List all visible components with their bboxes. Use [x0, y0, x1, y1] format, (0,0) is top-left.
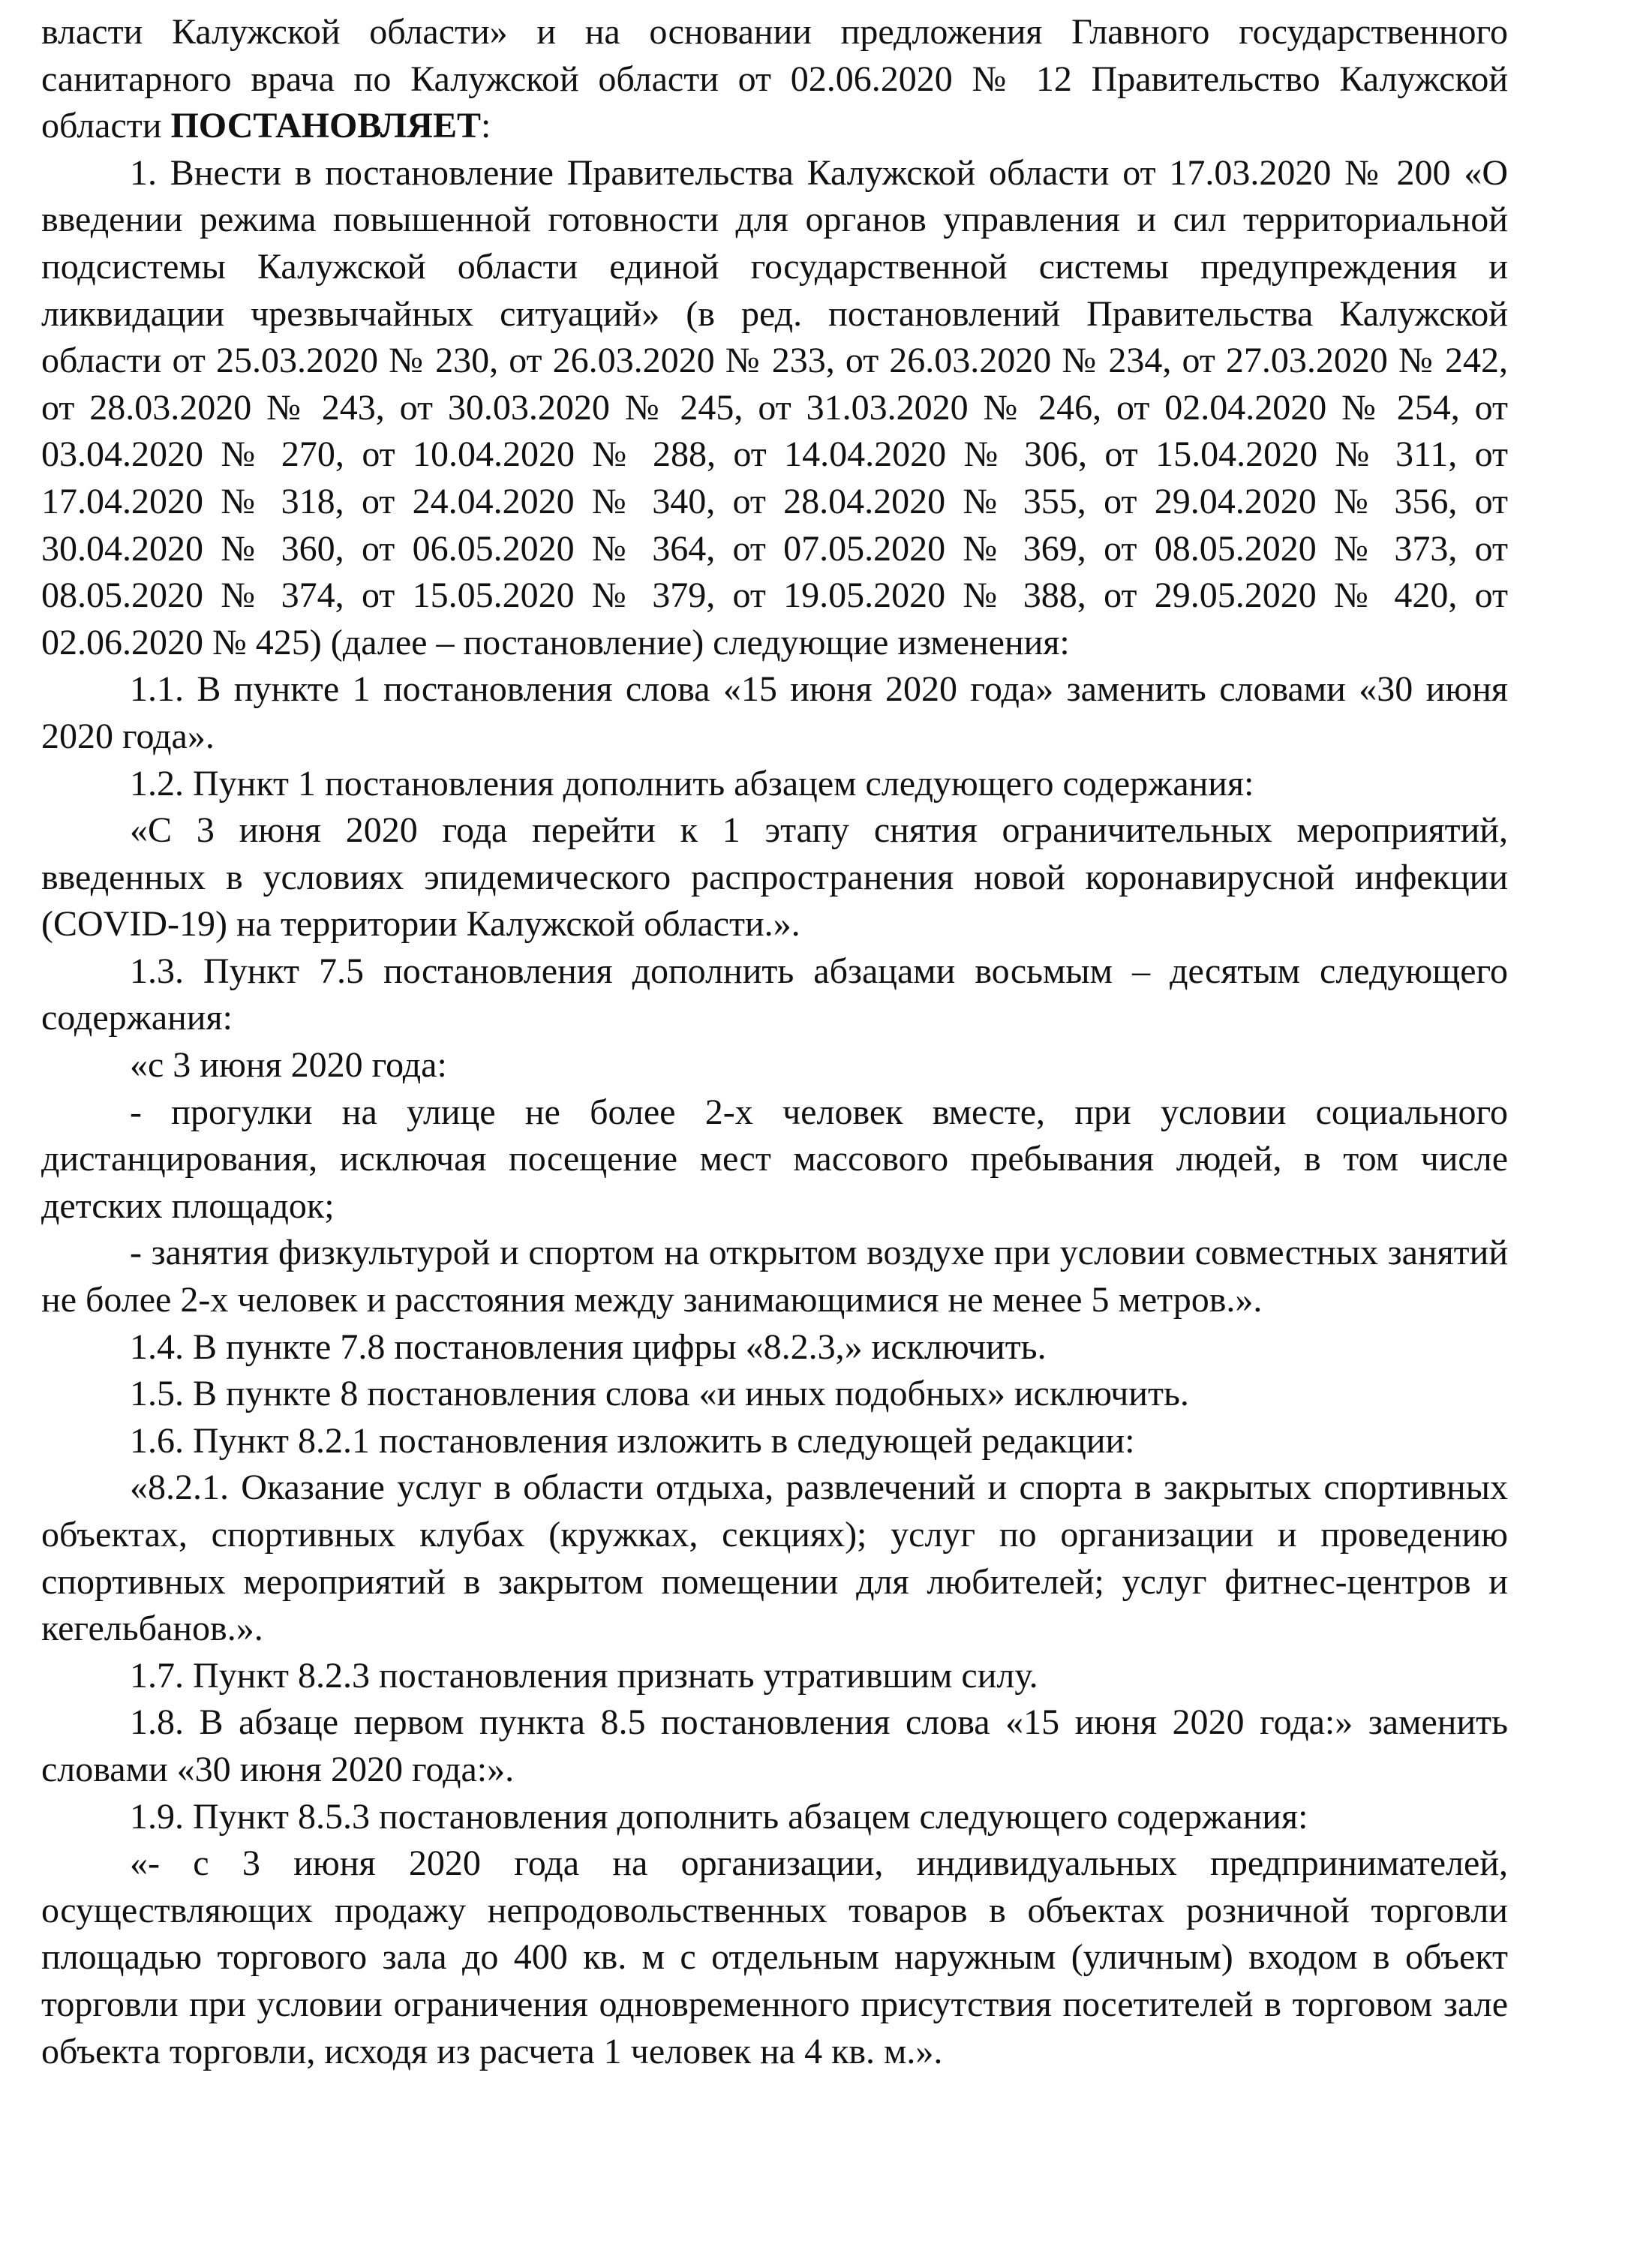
paragraph-1-1: 1.1. В пункте 1 постановления слова «15 июня 2020 года» заменить словами «30 июня 2020 года». [41, 669, 1508, 756]
paragraph-1-9-quote: «- с 3 июня 2020 года на организации, индивидуальных предпринимателей, осуществляющих продажу непродовольственных товаров в объектах розничной торговли площадью торгового зала до 400 кв. м с отдельным наружным (уличным) входом в объект торговли при условии ограничения одновременного присутствия посетителей в торговом зале объекта торговли, исходя из расчета 1 человек на 4 кв. м.». [41, 1843, 1508, 2071]
document-page [41, 9, 1508, 2075]
paragraph-1-3-quote-start: «с 3 июня 2020 года: [130, 1045, 447, 1086]
paragraph-1-5: 1.5. В пункте 8 постановления слова «и иных подобных» исключить. [130, 1374, 1189, 1414]
paragraph-1-2: 1.2. Пункт 1 постановления дополнить абзацем следующего содержания: [130, 763, 1254, 804]
paragraph-1-6: 1.6. Пункт 8.2.1 постановления изложить в следующей редакции: [130, 1420, 1135, 1461]
paragraph-1-4: 1.4. В пункте 7.8 постановления цифры «8.2.3,» исключить. [130, 1326, 1047, 1367]
intro-tail: : [480, 106, 491, 146]
paragraph-1: 1. Внести в постановление Правительства Калужской области от 17.03.2020 № 200 «О введении режима повышенной готовности для органов управления и сил территориальной подсистемы Калужской области единой государственной системы предупреждения и ликвидации чрезвычайных ситуаций» (в ред. постановлений Правительства Калужской области от 25.03.2020 № 230, от 26.03.2020 № 233, от 26.03.2020 № 234, от 27.03.2020 № 242, от 28.03.2020 № 243, от 30.03.2020 № 245, от 31.03.2020 № 246, от 02.04.2020 № 254, от 03.04.2020 № 270, от 10.04.2020 № 288, от 14.04.2020 № 306, от 15.04.2020 № 311, от 17.04.2020 № 318, от 24.04.2020 № 340, от 28.04.2020 № 355, от 29.04.2020 № 356, от 30.04.2020 № 360, от 06.05.2020 № 364, от 07.05.2020 № 369, от 08.05.2020 № 373, от 08.05.2020 № 374, от 15.05.2020 № 379, от 19.05.2020 № 388, от 29.05.2020 № 420, от 02.06.2020 № 425) (далее – постановление) следующие изменения: [41, 152, 1508, 662]
paragraph-1-8: 1.8. В абзаце первом пункта 8.5 постановления слова «15 июня 2020 года:» заменить словами «30 июня 2020 года:». [41, 1702, 1508, 1789]
paragraph-1-9: 1.9. Пункт 8.5.3 постановления дополнить абзацем следующего содержания: [130, 1796, 1308, 1837]
paragraph-1-2-quote: «С 3 июня 2020 года перейти к 1 этапу снятия ограничительных мероприятий, введенных в условиях эпидемического распространения новой коронавирусной инфекции (COVID-19) на территории Калужской области.». [41, 810, 1508, 945]
paragraph-1-3: 1.3. Пункт 7.5 постановления дополнить абзацами восьмым – десятым следующего содержания: [41, 951, 1508, 1038]
paragraph-1-7: 1.7. Пункт 8.2.3 постановления признать утратившим силу. [130, 1655, 1038, 1696]
intro-text: власти Калужской области» и на основании предложения Главного государственного санитарного врача по Калужской области от 02.06.2020 № 12 Правительство Калужской области [41, 12, 1508, 146]
paragraph-1-3-item-walks: - прогулки на улице не более 2-х человек вместе, при условии социального дистанцирования, исключая посещение мест массового пребывания людей, в том числе детских площадок; [41, 1092, 1508, 1226]
paragraph-1-6-quote: «8.2.1. Оказание услуг в области отдыха, развлечений и спорта в закрытых спортивных объектах, спортивных клубах (кружках, секциях); услуг по организации и проведению спортивных мероприятий в закрытом помещении для любителей; услуг фитнес-центров и кегельбанов.». [41, 1467, 1508, 1649]
intro-paragraph [41, 9, 1508, 150]
resolution-keyword: ПОСТАНОВЛЯЕТ [170, 106, 481, 146]
paragraph-1-3-item-sports: - занятия физкультурой и спортом на открытом воздухе при условии совместных занятий не более 2-х человек и расстояния между занимающимися не менее 5 метров.». [41, 1233, 1508, 1320]
